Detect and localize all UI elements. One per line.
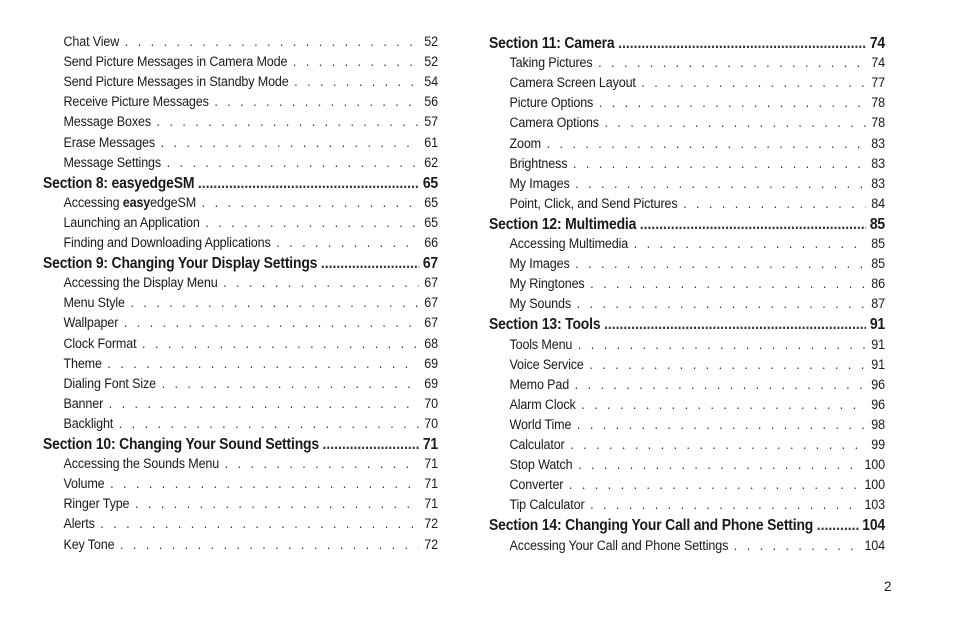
toc-page-number: 65 (422, 174, 438, 192)
toc-entry (43, 476, 438, 491)
toc-label: Tools Menu (509, 336, 573, 352)
toc-page-number: 78 (871, 95, 885, 111)
toc-label: Accessing Multimedia (509, 236, 629, 251)
dot-leader (734, 538, 859, 553)
toc-label: Accessing the Display Menu (63, 275, 218, 291)
toc-entry (489, 337, 885, 352)
toc-label: Finding and Downloading Applications (63, 235, 271, 250)
toc-page-number: 91 (871, 356, 885, 372)
dot-leader (167, 155, 419, 170)
dot-leader (130, 295, 418, 310)
toc-label-rest: edgeSM (150, 194, 197, 210)
toc-entry (43, 54, 438, 69)
toc-page-number: 70 (424, 395, 438, 411)
toc-label: Calculator (509, 437, 565, 452)
toc-page-number: 83 (871, 135, 885, 151)
dot-leader (578, 337, 866, 352)
toc-entry (489, 397, 885, 412)
toc-entry (43, 195, 438, 210)
toc-label: Theme (63, 355, 102, 371)
toc-entry (43, 275, 438, 290)
toc-page-number: 85 (871, 236, 885, 251)
toc-entry (43, 215, 438, 230)
toc-label: World Time (509, 416, 572, 432)
toc-entry (43, 376, 438, 391)
toc-label: Accessing the Sounds Menu (63, 456, 220, 472)
toc-page-number: 91 (869, 316, 885, 334)
toc-entry (43, 34, 438, 49)
dot-leader (598, 55, 866, 70)
dot-leader (599, 95, 866, 110)
dot-leader (683, 196, 866, 211)
toc-entry (489, 75, 885, 90)
dot-leader (214, 94, 418, 109)
dot-leader (575, 377, 866, 392)
toc-page-number: 67 (424, 295, 438, 311)
toc-page-number: 67 (422, 255, 438, 273)
dot-leader (590, 276, 866, 291)
dot-leader (577, 417, 866, 432)
toc-page-number: 61 (424, 134, 438, 150)
toc-section-heading (43, 175, 438, 193)
toc-entry (43, 396, 438, 411)
toc-page-number: 104 (862, 517, 885, 535)
toc-page-number: 98 (871, 416, 885, 432)
toc-page-number: 52 (424, 34, 438, 49)
toc-section-heading (489, 517, 885, 535)
toc-entry (489, 176, 885, 191)
dot-leader (100, 516, 418, 531)
toc-label-bold: easy (122, 194, 151, 210)
toc-label: Section 10: Changing Your Sound Settings (43, 436, 319, 453)
toc-page-number: 86 (871, 276, 885, 292)
dot-leader (162, 376, 419, 391)
toc-entry (43, 356, 438, 371)
dot-leader (125, 34, 419, 49)
toc-page-number: 100 (864, 457, 885, 473)
dot-leader (161, 135, 419, 150)
dot-leader (641, 75, 865, 90)
toc-label (63, 195, 196, 210)
toc-entry (43, 456, 438, 471)
toc-label: Converter (509, 477, 564, 493)
dot-leader (547, 136, 866, 151)
toc-page-number: 67 (424, 315, 438, 331)
toc-page-number: 104 (864, 537, 885, 553)
toc-label: Message Settings (63, 154, 162, 170)
toc-label: Volume (63, 476, 105, 492)
toc-entry (43, 496, 438, 511)
toc-entry (489, 196, 885, 211)
dot-leader (205, 215, 418, 230)
toc-label-prefix: Accessing (63, 194, 123, 210)
toc-page-number: 83 (871, 155, 885, 171)
toc-page-number: 87 (871, 296, 885, 312)
toc-entry (489, 377, 885, 392)
toc-entry (489, 417, 885, 432)
toc-label: Section 11: Camera (489, 35, 615, 52)
toc-section-heading (489, 35, 885, 53)
toc-label: Picture Options (509, 95, 594, 111)
toc-entry (489, 357, 885, 372)
dot-leader (578, 457, 859, 472)
toc-page-number: 69 (424, 375, 438, 391)
dot-leader (575, 256, 866, 271)
dot-leader (323, 436, 420, 454)
toc-page-number: 100 (864, 477, 885, 493)
dot-leader (109, 396, 419, 411)
toc-page-number: 84 (871, 195, 885, 211)
toc-label: My Images (509, 175, 570, 191)
toc-label: Accessing Your Call and Phone Settings (509, 537, 729, 553)
toc-entry (43, 537, 438, 552)
toc-section-heading (489, 216, 885, 234)
toc-entry (43, 74, 438, 89)
toc-entry (43, 336, 438, 351)
toc-label: Menu Style (63, 295, 125, 311)
dot-leader (573, 156, 866, 171)
dot-leader (157, 114, 419, 129)
toc-entry (43, 155, 438, 170)
toc-page-number: 77 (871, 75, 885, 91)
toc-label: Launching an Application (63, 214, 200, 230)
toc-entry (43, 315, 438, 330)
toc-entry (489, 276, 885, 291)
dot-leader (124, 315, 419, 330)
dot-leader (570, 437, 866, 452)
toc-section-heading (489, 316, 885, 334)
toc-label: Taking Pictures (509, 55, 593, 71)
toc-page-number: 85 (869, 215, 885, 233)
toc-entry (489, 296, 885, 311)
toc-label: Receive Picture Messages (63, 94, 209, 110)
toc-label: Erase Messages (63, 134, 156, 150)
dot-leader (634, 236, 866, 251)
toc-page-number: 96 (871, 376, 885, 392)
toc-entry (43, 94, 438, 109)
toc-label: Voice Service (509, 356, 584, 372)
toc-entry (489, 437, 885, 452)
toc-page-number: 66 (424, 235, 438, 250)
toc-label: Point, Click, and Send Pictures (509, 195, 678, 211)
toc-entry (489, 115, 885, 130)
dot-leader (202, 195, 419, 210)
dot-leader (225, 456, 419, 471)
dot-leader (293, 54, 419, 69)
toc-label: Section 12: Multimedia (489, 215, 637, 233)
toc-label: Tip Calculator (509, 497, 585, 513)
toc-entry (489, 497, 885, 512)
dot-leader (120, 537, 419, 552)
dot-leader (223, 275, 419, 290)
toc-label: Chat View (63, 34, 120, 49)
toc-label: My Ringtones (509, 276, 585, 292)
dot-leader (817, 517, 859, 535)
dot-leader (605, 115, 866, 130)
toc-label: Ringer Type (63, 496, 130, 512)
toc-section-heading (43, 255, 438, 273)
dot-leader (142, 336, 419, 351)
toc-label: Dialing Font Size (63, 375, 156, 391)
toc-page-number: 65 (424, 194, 438, 210)
toc-label: Camera Screen Layout (509, 75, 636, 91)
toc-label: My Sounds (509, 296, 572, 312)
toc-page-number: 67 (424, 275, 438, 291)
toc-label: Stop Watch (509, 457, 573, 473)
toc-entry (489, 55, 885, 70)
toc-entry (489, 136, 885, 151)
toc-label: Backlight (63, 415, 114, 431)
toc-page-number: 70 (424, 415, 438, 431)
dot-leader (589, 357, 865, 372)
toc-page-number: 91 (871, 336, 885, 352)
dot-leader (110, 476, 419, 491)
dot-leader (575, 176, 866, 191)
toc-entry (43, 416, 438, 431)
page-number: 2 (884, 579, 892, 594)
toc-entry (489, 156, 885, 171)
toc-entry (489, 95, 885, 110)
toc-page-number: 99 (871, 437, 885, 452)
toc-page-number: 85 (871, 256, 885, 272)
toc-page-number: 71 (424, 456, 438, 472)
toc-label: Section 9: Changing Your Display Settings (43, 255, 318, 273)
toc-entry (43, 295, 438, 310)
toc-page-number: 69 (424, 355, 438, 371)
toc-label: Alerts (63, 516, 95, 532)
toc-label: Zoom (509, 135, 542, 151)
dot-leader (294, 74, 419, 89)
toc-entry (43, 235, 438, 250)
dot-leader (321, 255, 419, 273)
dot-leader (569, 477, 859, 492)
toc-label: Section 13: Tools (489, 316, 601, 334)
toc-page-number: 62 (424, 154, 438, 170)
toc-page-number: 72 (424, 516, 438, 532)
toc-page-number: 71 (424, 476, 438, 492)
toc-page-number: 65 (424, 214, 438, 230)
dot-leader (198, 175, 419, 193)
toc-entry (489, 477, 885, 492)
toc-entry (43, 135, 438, 150)
toc-page-number: 74 (871, 55, 885, 71)
toc-entry (489, 256, 885, 271)
dot-leader (604, 316, 866, 334)
toc-label: Message Boxes (63, 114, 151, 130)
dot-leader (276, 235, 419, 250)
toc-entry (489, 236, 885, 251)
toc-label: Section 14: Changing Your Call and Phone Setting (489, 517, 814, 535)
toc-label: Camera Options (509, 115, 599, 131)
dot-leader (107, 356, 418, 371)
toc-label: Clock Format (63, 335, 137, 351)
toc-page-number: 68 (424, 335, 438, 351)
dot-leader (119, 416, 419, 431)
toc-section-heading (43, 436, 438, 454)
dot-leader (618, 35, 866, 53)
toc-page-number: 57 (424, 114, 438, 130)
toc-page-number: 71 (424, 496, 438, 512)
toc-label: Alarm Clock (509, 396, 576, 412)
dot-leader (135, 496, 419, 511)
toc-label: Memo Pad (509, 376, 570, 392)
toc-page-number: 54 (424, 74, 438, 90)
toc-entry (43, 516, 438, 531)
toc-label: Section 8: easyedgeSM (43, 174, 195, 192)
toc-page-number: 56 (424, 94, 438, 110)
toc-page-number: 83 (871, 175, 885, 191)
toc-label: Brightness (509, 155, 568, 171)
toc-label: My Images (509, 256, 570, 272)
toc-entry (43, 114, 438, 129)
toc-page-number: 103 (864, 497, 885, 513)
toc-page-number: 74 (869, 35, 885, 52)
dot-leader (581, 397, 866, 412)
dot-leader (590, 497, 859, 512)
toc-page-number: 52 (424, 54, 438, 70)
dot-leader (577, 296, 866, 311)
dot-leader (640, 216, 866, 234)
toc-page-number: 96 (871, 396, 885, 412)
toc-label: Wallpaper (63, 315, 119, 331)
toc-label: Banner (63, 395, 104, 411)
toc-entry (489, 538, 885, 553)
toc-page-number: 71 (422, 436, 438, 453)
toc-label: Key Tone (63, 536, 115, 552)
toc-page-number: 72 (424, 536, 438, 552)
toc-page-number: 78 (871, 115, 885, 131)
toc-entry (489, 457, 885, 472)
toc-label: Send Picture Messages in Camera Mode (63, 54, 288, 70)
toc-label: Send Picture Messages in Standby Mode (63, 74, 289, 90)
